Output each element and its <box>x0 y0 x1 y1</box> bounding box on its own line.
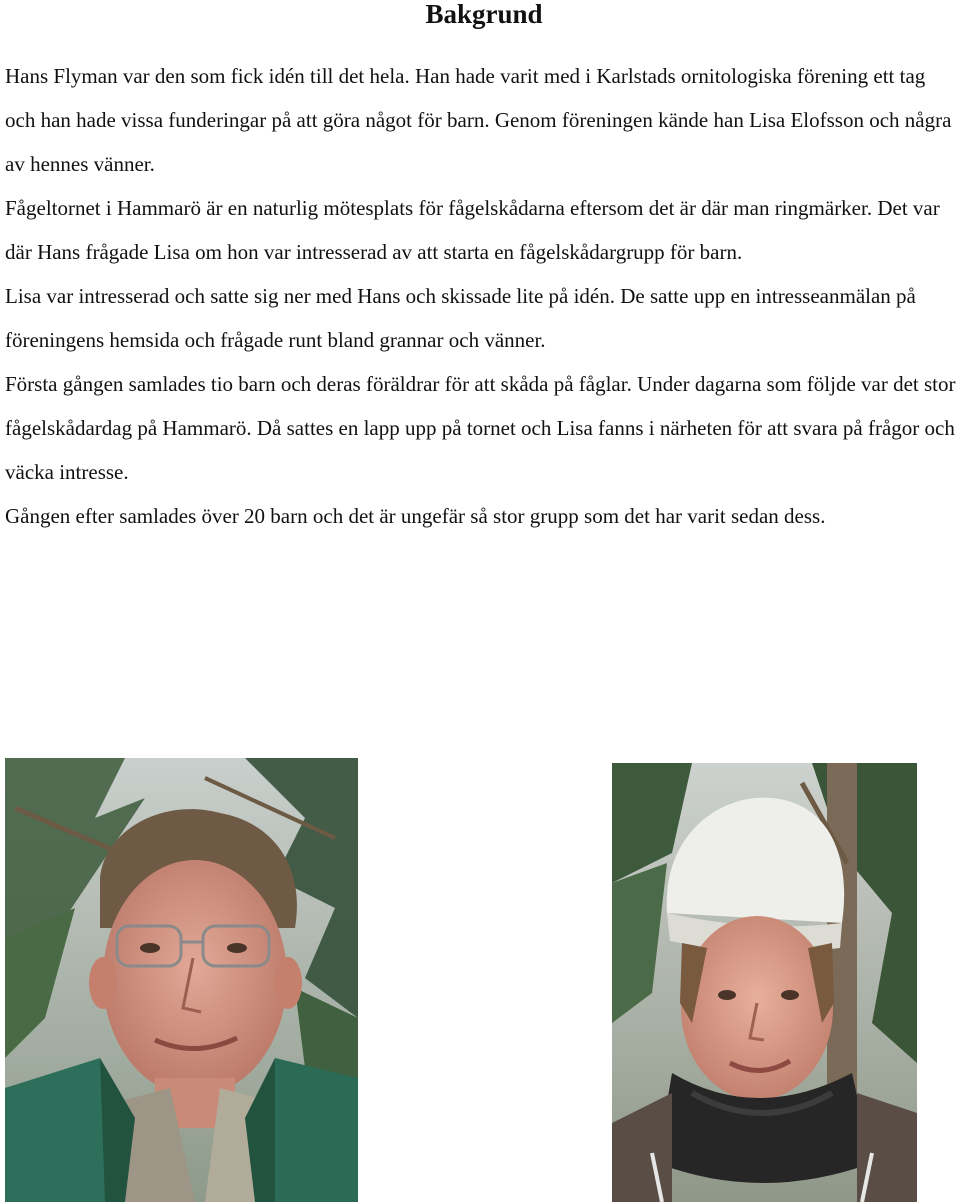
paragraph: Hans Flyman var den som fick idén till det hela. Han hade varit med i Karlstads ornitologiska förening ett tag och han hade vissa funderingar på att göra något för barn. Genom föreningen kände han Lisa Elofsson och några av hennes vänner. <box>5 64 952 176</box>
photo-lisa-illustration <box>612 763 917 1202</box>
body-text <box>5 54 957 538</box>
paragraph: Fågeltornet i Hammarö är en naturlig mötesplats för fågelskådarna eftersom det är där man ringmärker. Det var där Hans frågade Lisa om hon var intresserad av att starta en fågelskådargrupp för barn. <box>5 196 940 264</box>
photo-hans <box>5 758 358 1202</box>
photo-hans-illustration <box>5 758 358 1202</box>
paragraph: Lisa var intresserad och satte sig ner med Hans och skissade lite på idén. De satte upp en intresseanmälan på föreningens hemsida och frågade runt bland grannar och vänner. <box>5 284 916 352</box>
paragraph: Gången efter samlades över 20 barn och det är ungefär så stor grupp som det har varit sedan dess. <box>5 504 826 528</box>
page-title: Bakgrund <box>425 0 543 29</box>
photo-lisa <box>612 763 917 1202</box>
paragraph: Första gången samlades tio barn och deras föräldrar för att skåda på fåglar. Under dagarna som följde var det stor fågelskådardag på Hammarö. Då sattes en lapp upp på tornet och Lisa fanns i närheten för att svara på frågor och väcka intresse. <box>5 372 956 484</box>
